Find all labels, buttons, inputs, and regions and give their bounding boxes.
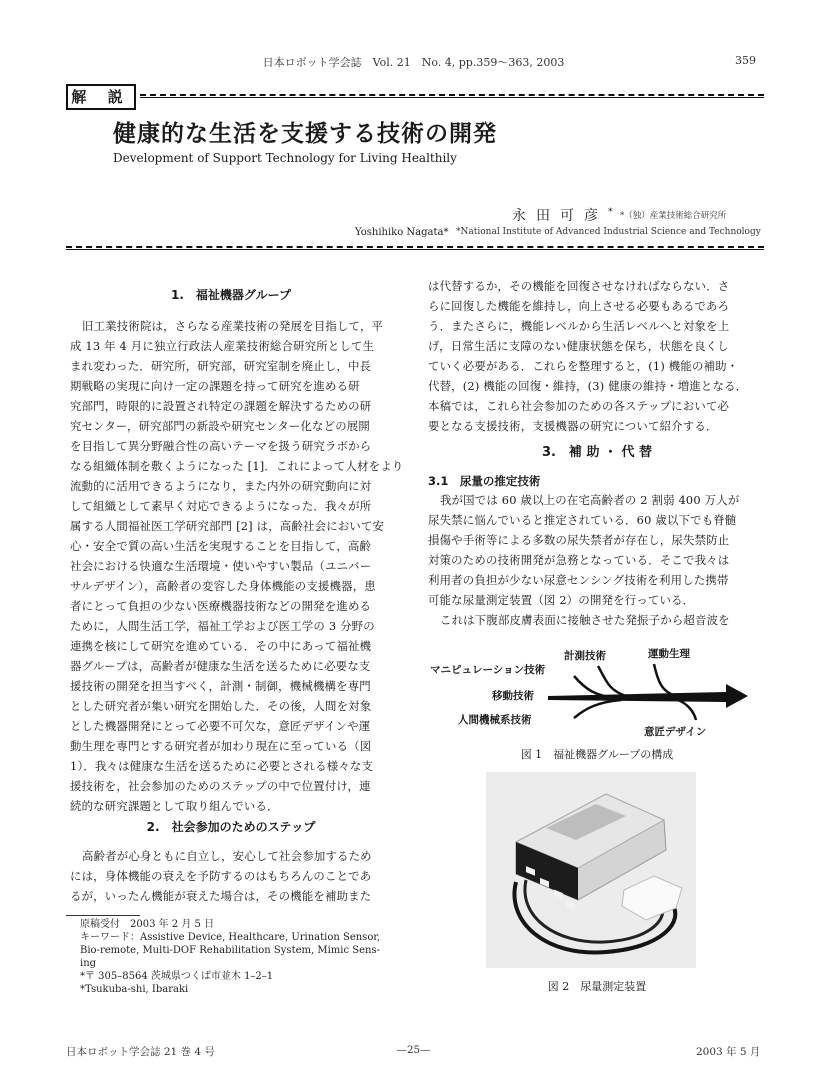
author-name-en: Yoshihiko Nagata* (355, 227, 449, 238)
text-line: 心・安全で質の高い生活を実現することを目指して，高齢 (70, 539, 372, 553)
text-line: とした機器開発にとって必要不可欠な，意匠デザインや運 (70, 719, 371, 733)
section-1-heading: 1. 福祉機器グループ (171, 288, 291, 302)
footnote-line: キーワード：Assistive Device, Healthcare, Urination Sensor, (80, 932, 381, 943)
page-number: 359 (735, 54, 756, 67)
footnote-line: *〒 305–8564 茨城県つくば市並木 1–2–1 (80, 971, 274, 982)
figure-2-photo (486, 772, 696, 968)
text-line: とした研究者が集い研究を開始した．その後，人間を対象 (70, 699, 372, 713)
author-affiliation-en: *National Institute of Advanced Industrial Science and Technology (456, 227, 761, 237)
text-line: 者にとって負担の少ない医療機器技術などの開発を進める (70, 599, 372, 613)
text-line: 可能な尿量測定装置（図 2）の開発を行っている． (428, 593, 695, 607)
text-line: 対策のための技術開発が急務となっている．そこで我々は (428, 553, 730, 567)
text-line: 器グループは，高齢者が健康な生活を送るために必要な支 (70, 659, 371, 673)
text-line: 期戦略の実現に向け一定の課題を持って研究を進める研 (70, 379, 360, 393)
journal-header: 日本ロボット学会誌 Vol. 21 No. 4, pp.359～363, 2003 (262, 56, 565, 69)
text-line: 属する人間福祉医工学研究部門 [2] は，高齢社会において安 (70, 519, 385, 533)
footer-journal: 日本ロボット学会誌 21 巻 4 号 (66, 1046, 215, 1058)
article-type-badge: 解 説 (66, 84, 136, 110)
text-line: う．またさらに，機能レベルから生活レベルへと対象を上 (428, 319, 730, 333)
text-line: 究部門，時限的に設置され特定の課題を解決するための研 (70, 399, 372, 413)
footer-date: 2003 年 5 月 (696, 1046, 761, 1058)
text-line: 究センター，研究部門の新設や研究センター化などの展開 (70, 419, 370, 433)
text-line: 本稿では，これら社会参加のための各ステップにおいて必 (428, 399, 730, 413)
text-line: 1）．我々は健康な生活を送るために必要とされる様々な支 (70, 759, 374, 773)
text-line: 我が国では 60 歳以上の在宅高齢者の 2 割弱 400 万人が (440, 493, 740, 507)
footnote-line: *Tsukuba-shi, Ibaraki (80, 984, 189, 995)
text-line: 動生理を専門とする研究者が加わり現在に至っている（図 (70, 739, 372, 753)
section-2-body (70, 846, 406, 906)
article-subtitle: Development of Support Technology for Living Healthily (113, 151, 457, 165)
text-line: らに回復した機能を維持し，向上させる必要もあるであろ (428, 299, 730, 313)
text-line: まれ変わった．研究所，研究部，研究室制を廃止し，中長 (70, 359, 372, 373)
figure-1-label-motion-physiology: 運動生理 (648, 648, 690, 660)
figure-2-caption: 図 2 尿量測定装置 (547, 980, 647, 993)
text-line: るが，いったん機能が衰えた場合は，その機能を補助また (70, 889, 372, 903)
footnote-line: ing (80, 958, 97, 969)
footnote-line: 原稿受付 2003 年 2 月 5 日 (80, 919, 215, 930)
text-line: 援技術の開発を担当すべく，計測・制御，機械機構を専門 (70, 679, 371, 693)
text-line: 続的な研究課題として取り組んでいる． (70, 799, 279, 813)
section-3-1-body (428, 490, 766, 630)
section-3-1-heading: 3.1 尿量の推定技術 (428, 474, 541, 488)
author-affiliation-jp: *（独）産業技術総合研究所 (620, 211, 727, 221)
text-line: には，身体機能の衰えを予防するのはもちろんのことであ (70, 869, 372, 883)
figure-1-caption: 図 1 福祉機器グループの構成 (520, 748, 674, 761)
text-line: 高齢者が心身ともに自立し，安心して社会参加するため (82, 849, 372, 863)
figure-1-label-human-machine: 人間機械系技術 (458, 714, 532, 726)
text-line: げ，日常生活に支障のない健康状態を保ち，状態を良くし (428, 339, 729, 353)
text-line: ために，人間生活工学，福祉工学および医工学の 3 分野の (70, 619, 375, 633)
text-line: は代替するか，その機能を回復させなければならない．さ (428, 279, 730, 293)
figure-1-label-mobility: 移動技術 (492, 690, 534, 702)
text-line: 連携を核にして研究を進めている．その中にあって福祉機 (70, 639, 372, 653)
section-1-body (70, 316, 406, 816)
urine-volume-device-image (486, 772, 696, 968)
section-2-heading: 2. 社会参加のためのステップ (146, 820, 316, 834)
text-line: 損傷や手術等による多数の尿失禁者が存在し，尿失禁防止 (428, 533, 730, 547)
text-line: を目指して異分野融合性の高いテーマを扱う研究ラボから (70, 439, 372, 453)
text-line: して組織として素早く対応できるようになった．我々が所 (70, 499, 372, 513)
figure-1-label-manipulation: マニピュレーション技術 (430, 664, 546, 676)
footnotes (80, 918, 410, 996)
figure-1-label-design: 意匠デザイン (644, 726, 707, 738)
section-rule (66, 246, 764, 250)
section-3-heading: 3. 補 助 ・ 代 替 (541, 445, 653, 460)
text-line: 成 13 年 4 月に独立行政法人産業技術総合研究所として生 (70, 339, 375, 353)
article-title: 健康的な生活を支援する技術の開発 (113, 121, 497, 147)
text-line: 代替，(2) 機能の回復・維持，(3) 健康の維持・増進となる． (428, 379, 748, 393)
text-line: サルデザイン），高齢者の変容した身体機能の支援機器，患 (70, 579, 376, 593)
text-line: これは下腹部皮膚表面に接触させた発振子から超音波を (440, 613, 730, 627)
section-2-continued (428, 276, 766, 436)
footnote-rule (66, 915, 140, 916)
figure-1 (426, 646, 766, 742)
text-line: 利用者の負担が少ない尿意センシング技術を利用した携帯 (428, 573, 729, 587)
footnote-line: Bio-remote, Multi-DOF Rehabilitation System, Mimic Sens- (80, 945, 380, 956)
text-line: 要となる支援技術，支援機器の研究について紹介する． (428, 419, 718, 433)
footer-page: —25— (396, 1044, 431, 1056)
text-line: ていく必要がある．これらを整理すると，(1) 機能の補助・ (428, 359, 739, 373)
text-line: 尿失禁に悩んでいると推定されている．60 歳以下でも脊髄 (428, 513, 737, 527)
text-line: 旧工業技術院は，さらなる産業技術の発展を目指して，平 (82, 319, 384, 333)
figure-1-label-measurement: 計測技術 (564, 650, 606, 662)
text-line: なる組織体制を敷くようになった [1]．これによって人材をより (70, 459, 404, 473)
header-rule (140, 94, 764, 98)
text-line: 流動的に活用できるようになり，また内外の研究動向に対 (70, 479, 372, 493)
author-name-jp: 永田可彦* (512, 207, 613, 224)
text-line: 援技術を，社会参加のためのステップの中で位置付け，連 (70, 779, 371, 793)
text-line: 社会における快適な生活環境・使いやすい製品（ユニバー (70, 559, 372, 573)
